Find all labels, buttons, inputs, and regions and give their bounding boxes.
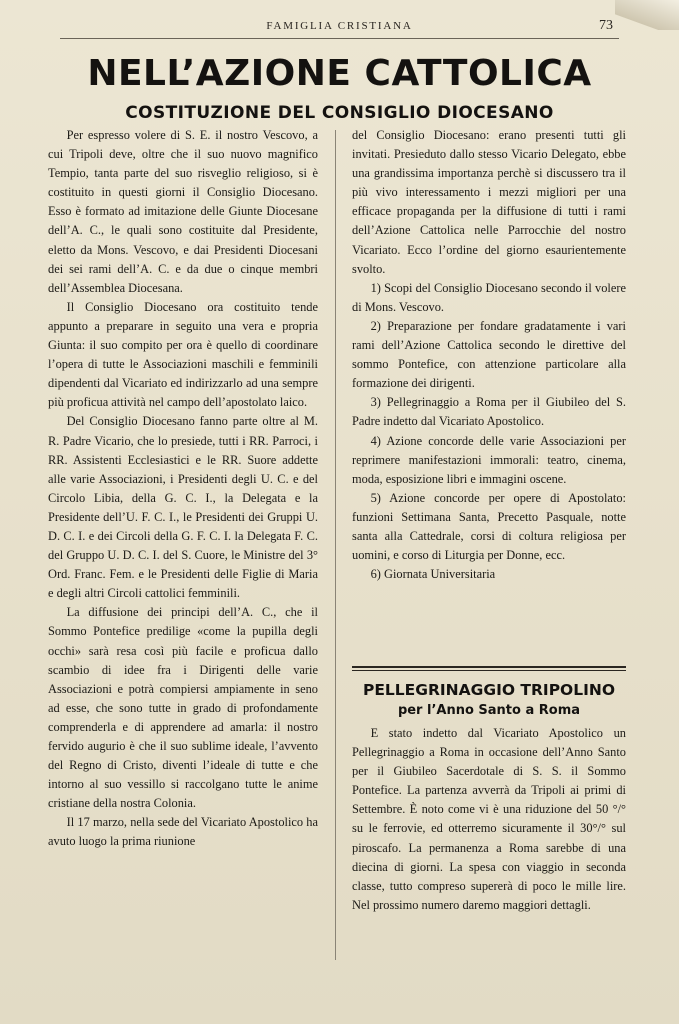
header-rule xyxy=(60,38,619,39)
article-paragraph: Il Consiglio Diocesano ora costituito tende appunto a preparare in seguito una vera e propria Giunta: il suo compito per ora è quello di coordinare l’opera di tutte le Associazioni maschili e femminili dipendenti dal Vicariato ed indirizzarlo ad una sempre più proficua attività nel campo dell’apostolato laico. xyxy=(48,299,318,410)
agenda-item: 2) Preparazione per fondare gradatamente i vari rami dell’Azione Cattolica secondo le direttive del sommo Pontefice, con attenzione particolare alla formazione dei dirigenti. xyxy=(352,318,626,391)
box-paragraph: E stato indetto dal Vicariato Apostolico un Pellegrinaggio a Roma in occasione dell’Anno Santo per il Giubileo Sacerdotale di S. S. il Sommo Pontefice. La partenza avverrà da Tripoli ai primi di Settembre. È noto come vi è una riduzione del 50 °/° su le ferrovie, ed otterremo sicuramente il 30°/° sul piroscafo. La permanenza a Roma sarebbe di una diecina di giorni. La spesa con viaggio in seconda classe, tutto compreso supererà di poco le mille lire. Nel prossimo numero daremo maggiori dettagli. xyxy=(352,726,626,912)
running-head: FAMIGLIA CRISTIANA xyxy=(266,20,413,32)
agenda-item: 4) Azione concorde delle varie Associazioni per reprimere manifestazioni immorali: teatro, cinema, moda, esposizione libri e immagini oscene. xyxy=(352,433,626,486)
right-column xyxy=(352,126,626,656)
box-title: PELLEGRINAGGIO TRIPOLINO xyxy=(362,681,616,699)
article-continuation: del Consiglio Diocesano: erano presenti tutti gli invitati. Presieduto dallo stesso Vicario Delegato, ebbe una grandissima importanza perchè si discussero tra il più vivo interessamento i mezzi migliori per una efficace propaganda per la diffusione di tutti i rami dell’Azione Cattolica nelle Parrocchie del nostro Vicariato. Ecco l’ordine del giorno esaurientemente svolto. xyxy=(352,128,626,276)
article-title: NELL’AZIONE CATTOLICA xyxy=(87,53,592,94)
left-column xyxy=(48,126,318,966)
article-paragraph: La diffusione dei principi dell’A. C., che il Sommo Pontefice predilige «come la pupilla degli occhi» sarà resa così più facile e proficua dallo scambio di idee fra i Dirigenti delle varie Associazioni e potrà compiersi ampiamente in seno ad esse, che sono tutte in grado di profondamente comprenderla e di apprendere ad amarla: il nostro fervido augurio è che il suo sublime ideale, l’avvento del Regno di Cristo, diventi l’ideale di tutte e che intorno al suo vessillo si raccolgano tutte le anime cristiane della nostra Colonia. xyxy=(48,605,318,811)
box-body xyxy=(352,724,626,964)
article-subtitle: COSTITUZIONE DEL CONSIGLIO DIOCESANO xyxy=(125,103,554,123)
box-top-rule xyxy=(352,666,626,668)
agenda-item: 1) Scopi del Consiglio Diocesano secondo il volere di Mons. Vescovo. xyxy=(352,280,626,314)
article-paragraph: Il 17 marzo, nella sede del Vicariato Apostolico ha avuto luogo la prima riunione xyxy=(48,815,318,849)
agenda-item: 5) Azione concorde per opere di Apostolato: funzioni Settimana Santa, Precetto Pasquale, notte santa alla Cattedrale, corsi di coltura religiosa per uomini, e corso di Liturgia per Donne, ecc. xyxy=(352,490,626,563)
agenda-item: 6) Giornata Universitaria xyxy=(370,567,496,582)
box-top-rule-thin xyxy=(352,670,626,671)
page-number: 73 xyxy=(599,18,613,33)
agenda-item: 3) Pellegrinaggio a Roma per il Giubileo del S. Padre indetto dal Vicariato Apostolico. xyxy=(352,395,626,429)
column-divider xyxy=(335,130,336,960)
article-paragraph: Del Consiglio Diocesano fanno parte oltre al M. R. Padre Vicario, che lo presiede, tutti i RR. Parroci, i RR. Assistenti Ecclesiastici e le RR. Suore addette alle varie Associazioni, i Presidenti degli U. C. e del Circolo Libia, della G. C. I., la Delegata e la Presidente dell’U. F. C. I., le Presidenti dei Gruppi U. D. C. I. e dei Circoli della G. F. C. I. la Delegata F. C. del Gruppo U. D. C. I. del S. Cuore, le Ministre del 3° Ord. Franc. Fem. e le Presidenti delle Figlie di Maria e degli altri Circoli cattolici femminili. xyxy=(48,414,318,601)
article-paragraph: Per espresso volere di S. E. il nostro Vescovo, a cui Tripoli deve, oltre che il suo nuovo magnifico Tempio, tanta parte del suo risveglio religioso, si è costituito in questi giorni il Consiglio Diocesano. Esso è formato ad imitazione delle Giunte Diocesane dell’A. C., le quali sono costituite dal Presidente, eletto da Mons. Vescovo, e dai Presidenti Diocesani dei sei rami dell’A. C. e da due o cinque membri dell’Assemblea Diocesana. xyxy=(48,128,318,295)
box-subtitle: per l’Anno Santo a Roma xyxy=(397,703,581,718)
